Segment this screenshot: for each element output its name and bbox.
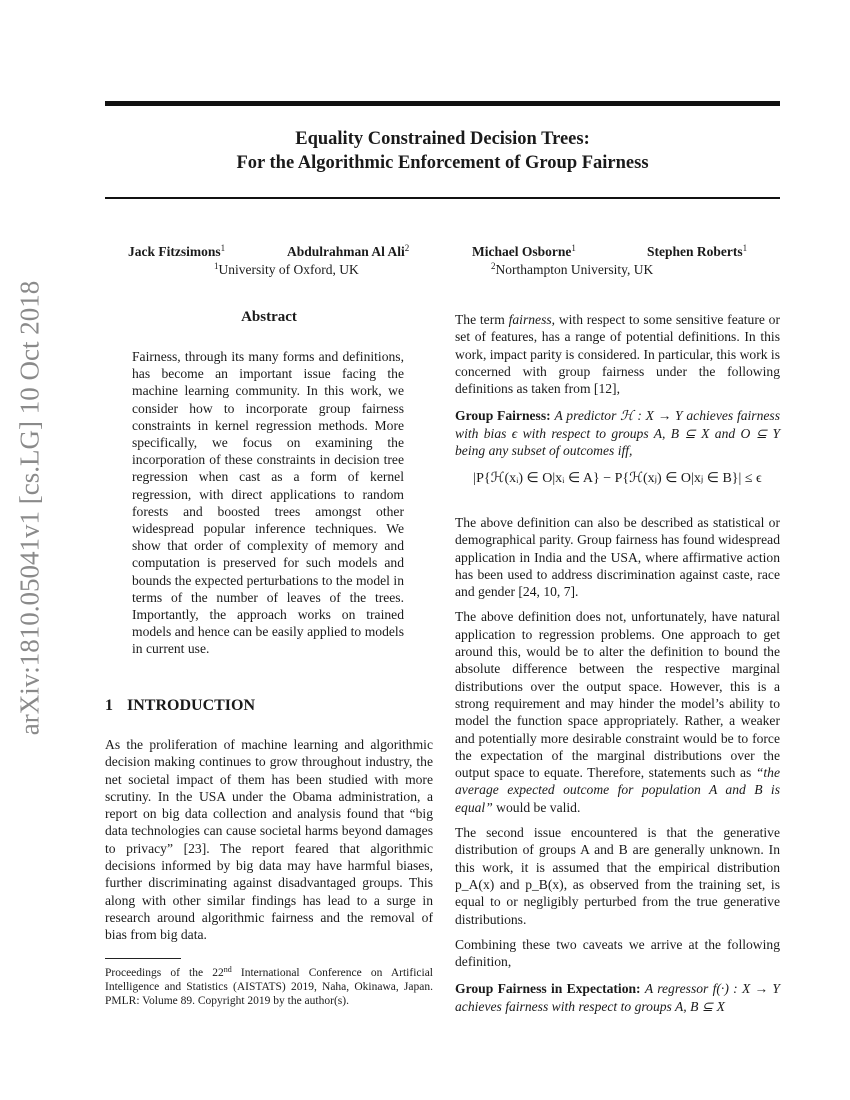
title-top-rule bbox=[105, 101, 780, 106]
caveats-paragraph: Combining these two caveats we arrive at the following definition, bbox=[455, 936, 780, 970]
fairness-paragraph: The term fairness, with respect to some sensitive feature or set of features, has a range of potential definitions. In this work, impact parity is considered. In particular, this work is concerned with group fairness under the following definitions as taken from [12], bbox=[455, 312, 780, 397]
title-line-2: For the Algorithmic Enforcement of Group Fairness bbox=[236, 153, 649, 173]
author-4: Stephen Roberts$^1$ bbox=[647, 243, 748, 259]
arxiv-stamp-text: arXiv:1810.05041v1 [cs.LG] 10 Oct 2018 bbox=[14, 280, 45, 736]
footnote-rule bbox=[105, 958, 181, 959]
section-title: INTRODUCTION bbox=[127, 697, 256, 714]
author-3: Michael Osborne$^1$ bbox=[472, 243, 576, 259]
section-number: 1 bbox=[105, 697, 113, 714]
generative-distribution-paragraph: The second issue encountered is that the generative distribution of groups A and B are generally unknown. In this work, it is assumed that the empirical distribution p_A(x) and p_B(x), as observed from the training set, is equal to or negligibly perturbed from the true generative distributions. bbox=[455, 825, 780, 927]
intro-column bbox=[105, 736, 433, 944]
affiliation-2: $^2$Northampton University, UK bbox=[491, 261, 654, 277]
right-column-top bbox=[455, 311, 780, 459]
intro-paragraph: As the proliferation of machine learning and algorithmic decision making continues to grow throughout industry, the net societal impact of them has been studied with more scrutiny. In the USA under the Obama administration, a report on big data collection and analysis found that “big data technologies can cause societal harms beyond damages to privacy” [23]. The report feared that algorithmic decisions informed by big data may have harmful biases, further discriminating against disadvantaged groups. This along with other similar findings has lead to a surge in research around algorithmic fairness and the removal of bias from big data. bbox=[105, 737, 433, 943]
title-line-1: Equality Constrained Decision Trees: bbox=[295, 129, 590, 149]
fairness-equation: |P{ℋ(xᵢ) ∈ O|xᵢ ∈ A} − P{ℋ(xⱼ) ∈ O|xⱼ ∈ B}| ≤ ϵ bbox=[473, 471, 762, 486]
section-heading-introduction bbox=[105, 697, 255, 715]
right-column-bottom bbox=[455, 514, 780, 1015]
paper-title bbox=[105, 127, 780, 175]
author-1: Jack Fitzsimons$^1$ bbox=[128, 243, 226, 259]
abstract-text: Fairness, through its many forms and definitions, has become an important issue facing the machine learning community. In this work, we consider how to incorporate group fairness constraints in kernel regression methods. More specifically, we focus on examining the incorporation of these constraints in decision tree regression when cast as a form of kernel regression, with direct applications to random forests and boosted trees amongst other widespread popular inference techniques. We show that order of complexity of memory and computation is preserved for such models and bounds the expected perturbations to the model in terms of the number of leaves of the trees. Importantly, the approach works on trained models and hence can be easily applied to models in current use. bbox=[132, 349, 404, 657]
abstract-heading: Abstract bbox=[241, 309, 297, 325]
affiliation-1: $^1$University of Oxford, UK bbox=[214, 261, 359, 277]
proceedings-footnote: Proceedings of the 22nd International Conference on Artificial Intelligence and Statistics (AISTATS) 2019, Naha, Okinawa, Japan. PMLR: Volume 89. Copyright 2019 by the author(s). bbox=[105, 965, 434, 1007]
fairness-in-expectation-definition: Group Fairness in Expectation: A regressor f(·) : X → Y achieves fairness with respect to groups A, B ⊆ X bbox=[455, 981, 780, 1014]
regression-paragraph: The above definition does not, unfortunately, have natural application to regression problems. One approach to get around this, would be to alter the definition to bound the absolute difference between the respective marginal distributions over the output space. However, this is a strong requirement and may hinder the model’s ability to model the function space appropriately. Rather, a weaker and potentially more desirable constraint would be to force the expectation of the marginal distributions over the output space to equate. Therefore, statements such as “the average expected outcome for population A and B is equal” would be valid. bbox=[455, 609, 780, 815]
title-bottom-rule bbox=[105, 197, 780, 199]
group-fairness-definition: Group Fairness: A predictor ℋ : X → Y achieves fairness with bias ϵ with respect to groups A, B ⊆ X and O ⊆ Y being any subset of outcomes iff, bbox=[455, 408, 781, 459]
arxiv-identifier-stamp bbox=[4, 280, 56, 736]
parity-paragraph: The above definition can also be described as statistical or demographical parity. Group fairness has found widespread application in India and the USA, where affirmative action has been used to address discrimination against caste, race and gender [24, 10, 7]. bbox=[455, 515, 780, 600]
author-2: Abdulrahman Al Ali$^2$ bbox=[287, 243, 410, 259]
